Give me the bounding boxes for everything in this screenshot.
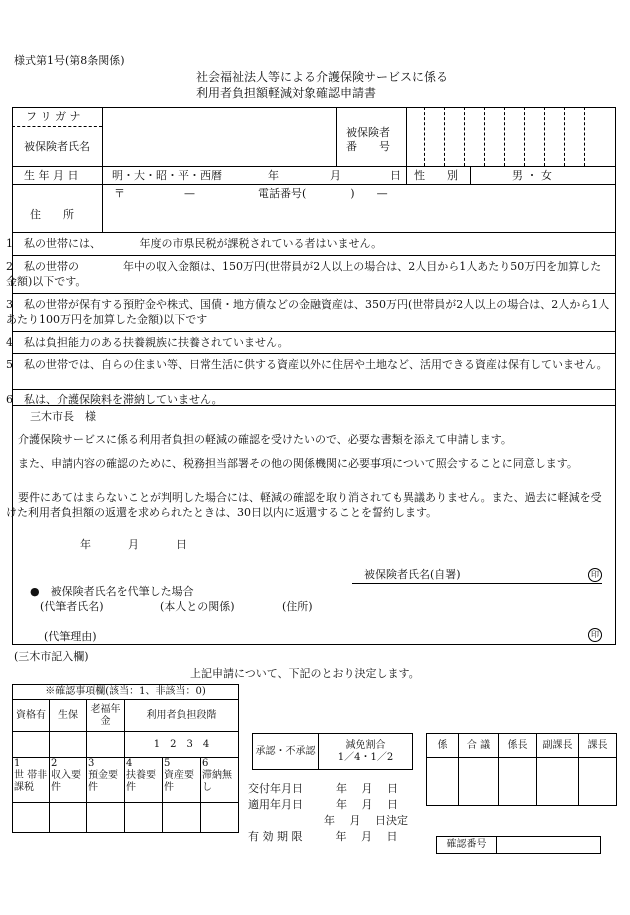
decision-line: 上記申請について、下記のとおり決定します。 [190,667,420,680]
era-options[interactable]: 明・大・昭・平・西暦 [112,169,222,182]
col-stage: 利用者負担段階 [125,700,239,732]
stamp-chief[interactable] [499,758,537,806]
sex-options[interactable]: 男 ・ 女 [512,169,552,182]
checklist-title: ※確認事項欄(該当：1、非該当：0) [13,685,239,700]
request-paragraph-3: 要件にあてはまらないことが判明した場合には、軽減の確認を取り消されても異議ありません。また、過去に軽減を受けた利用者負担額の返還を求められたときは、30日以内に返還することを誓約します。 [6,491,602,519]
declaration-4: 4 私は負担能力のある扶養親族に扶養されていません。 [6,336,289,349]
proxy-address-label: (住所) [282,600,313,613]
address-label: 住 所 [30,208,74,221]
requirement-4-value[interactable] [125,803,163,833]
date-month: 月 [128,538,139,551]
sex-label: 性 別 [414,169,458,182]
title-line-2: 利用者負担額軽減対象確認申請書 [196,86,377,100]
insured-name-label: 被保険者氏名 [24,140,90,153]
insured-number-field[interactable] [408,109,614,164]
col-eligibility: 資格有 [13,700,50,732]
approver-manager: 課長 [579,734,617,758]
confirmation-number-table [436,836,601,854]
approval-label[interactable]: 承認・不承認 [253,734,319,770]
phone-label: 電話番号( ) — [258,187,388,200]
request-paragraph-2: また、申請内容の確認のために、税務担当部署その他の関係機関に必要事項について照会することに同意します。 [18,457,578,470]
requirement-1: 1 世 帯非課税 [13,758,50,803]
declaration-6: 6 私は、介護保険料を滞納していません。 [6,393,223,406]
birth-year-suffix: 年 [268,169,279,182]
confirmation-number-label: 確認番号 [437,837,497,854]
requirement-6-value[interactable] [201,803,239,833]
eligibility-cell[interactable] [13,732,50,758]
approver-stamp-table [426,733,617,806]
declaration-2: 2 私の世帯の 年中の収入金額は、150万円(世帯員が2人以上の場合は、2人目から1人あたり50万円を加算した金額)以下です。 [6,260,602,288]
stage-options[interactable]: 1 2 3 4 [125,732,239,758]
requirement-6: 6 滞納無し [201,758,239,803]
requirement-1-value[interactable] [13,803,50,833]
postal-mark: 〒 [114,187,125,200]
furigana-field[interactable] [104,110,334,124]
date-day: 日 [176,538,187,551]
approver-council: 合 議 [459,734,499,758]
form-number: 様式第1号(第8条関係) [14,54,125,67]
welfare-cell[interactable] [50,732,87,758]
col-welfare: 生保 [50,700,87,732]
confirmation-number-field[interactable] [497,837,601,854]
insured-number-label-1: 被保険者 [346,126,390,139]
furigana-label: フ リ ガ ナ [26,110,81,123]
signature-label: 被保険者氏名(自署) [364,568,461,581]
approver-chief: 係長 [499,734,537,758]
reduction-cell[interactable]: 減免割合 1／4・1／2 [319,734,413,770]
requirement-5-value[interactable] [163,803,201,833]
proxy-reason-label: (代筆理由) [44,630,97,643]
birth-date-label: 生 年 月 日 [24,169,79,182]
pension-cell[interactable] [87,732,125,758]
approver-deputy-manager: 副課長 [537,734,579,758]
title-line-1: 社会福祉法人等による介護保険サービスに係る [196,70,449,84]
approval-table [252,733,413,770]
signature-line[interactable] [352,583,602,584]
insured-number-label-2: 番 号 [346,140,390,153]
declaration-3: 3 私の世帯が保有する預貯金や株式、国債・地方債などの金融資産は、350万円(世帯員が2人以上の場合は、2人から1人あたり100万円を加算した金額)以下です [6,298,610,326]
requirement-3-value[interactable] [87,803,125,833]
requirement-4: 4 扶養要件 [125,758,163,803]
stamp-staff[interactable] [427,758,459,806]
date-year: 年 [80,538,91,551]
decided-date: 年 月 日決定 [324,814,408,827]
seal-mark: 印 [588,568,602,582]
declaration-5: 5 私の世帯では、自らの住まい等、日常生活に供する資産以外に住居や土地など、活用できる資産は保有していません。 [6,358,608,371]
address-field[interactable] [104,200,614,230]
insured-name-field[interactable] [104,128,334,164]
validity-period: 有 効 期 限 年 月 日 [248,830,398,843]
proxy-relation-label: (本人との関係) [160,600,235,613]
birth-month-suffix: 月 [330,169,341,182]
requirement-3: 3 預金要件 [87,758,125,803]
office-section-label: (三木市記入欄) [14,650,89,663]
requirement-2-value[interactable] [50,803,87,833]
proxy-name-label: (代筆者氏名) [40,600,104,613]
stamp-manager[interactable] [579,758,617,806]
issue-date: 交付年月日 年 月 日 [248,782,398,795]
stamp-deputy-manager[interactable] [537,758,579,806]
request-paragraph-1: 介護保険サービスに係る利用者負担の軽減の確認を受けたいので、必要な書類を添えて申請します。 [18,433,512,446]
requirement-5: 5 資産要件 [163,758,201,803]
confirmation-checklist [12,684,239,833]
stamp-council[interactable] [459,758,499,806]
approver-staff: 係 [427,734,459,758]
addressee: 三木市長 様 [30,410,96,423]
proxy-heading: ● 被保険者氏名を代筆した場合 [30,585,194,598]
requirement-2: 2 収入要件 [50,758,87,803]
birth-day-suffix: 日 [390,169,401,182]
col-pension: 老福年金 [87,700,125,732]
furigana-divider [12,126,102,127]
apply-date: 適用年月日 年 月 日 [248,798,398,811]
proxy-seal-mark: 印 [588,628,602,642]
postal-dash: — [184,187,195,200]
declaration-1: 1 私の世帯には、 年度の市県民税が課税されている者はいません。 [6,237,383,250]
